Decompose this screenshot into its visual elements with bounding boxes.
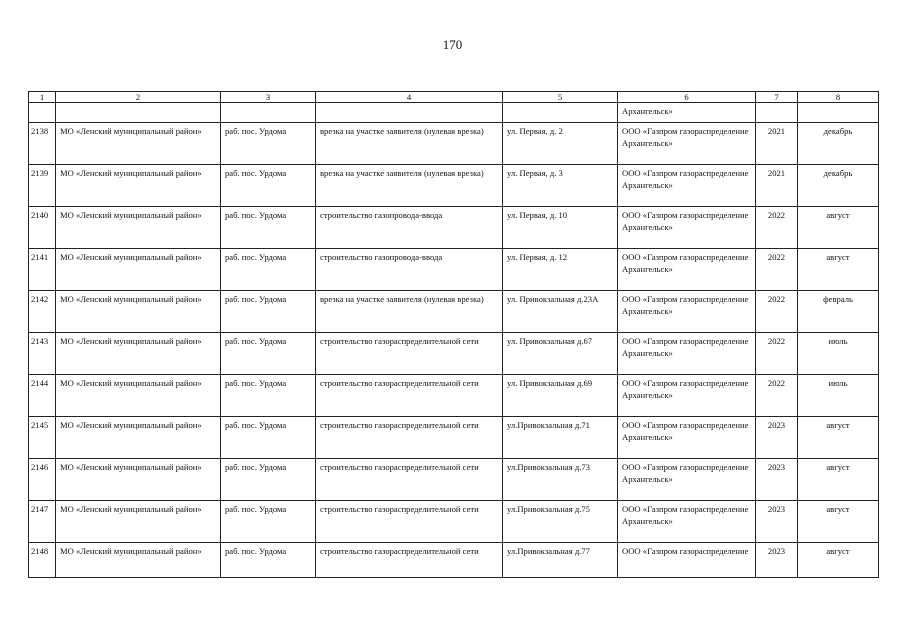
cell-num: 2145: [29, 417, 56, 459]
cell-year: 2022: [756, 333, 798, 375]
cell-month: август: [798, 459, 879, 501]
cell-work: строительство газопровода-ввода: [316, 249, 503, 291]
cell-municipality: МО «Ленский муниципальный район»: [56, 333, 221, 375]
cell-municipality: [56, 103, 221, 123]
cell-municipality: МО «Ленский муниципальный район»: [56, 501, 221, 543]
cell-settlement: раб. пос. Урдома: [221, 333, 316, 375]
cell-work: строительство газораспределительной сети: [316, 501, 503, 543]
cell-organization: ООО «Газпром газораспределение Архангельск»: [618, 207, 756, 249]
cell-municipality: МО «Ленский муниципальный район»: [56, 165, 221, 207]
cell-settlement: раб. пос. Урдома: [221, 207, 316, 249]
cell-month: декабрь: [798, 123, 879, 165]
cell-month: август: [798, 501, 879, 543]
cell-organization: ООО «Газпром газораспределение: [618, 543, 756, 578]
table-row: [29, 207, 879, 249]
cell-municipality: МО «Ленский муниципальный район»: [56, 417, 221, 459]
cell-municipality: МО «Ленский муниципальный район»: [56, 543, 221, 578]
cell-organization: ООО «Газпром газораспределение Архангельск»: [618, 333, 756, 375]
cell-num: 2138: [29, 123, 56, 165]
cell-address: ул. Привокзальная д.69: [503, 375, 618, 417]
cell-organization: ООО «Газпром газораспределение Архангельск»: [618, 123, 756, 165]
cell-month: июль: [798, 333, 879, 375]
cell-num: 2139: [29, 165, 56, 207]
cell-work: строительство газораспределительной сети: [316, 459, 503, 501]
cell-num: 2142: [29, 291, 56, 333]
table-row: [29, 165, 879, 207]
cell-work: врезка на участке заявителя (нулевая врезка): [316, 165, 503, 207]
cell-municipality: МО «Ленский муниципальный район»: [56, 249, 221, 291]
cell-work: [316, 103, 503, 123]
table-row: [29, 375, 879, 417]
cell-num: 2140: [29, 207, 56, 249]
cell-settlement: раб. пос. Урдома: [221, 291, 316, 333]
cell-year: 2023: [756, 543, 798, 578]
cell-year: 2022: [756, 207, 798, 249]
column-header: 4: [316, 92, 503, 103]
cell-address: ул.Привокзальная д.77: [503, 543, 618, 578]
cell-settlement: раб. пос. Урдома: [221, 501, 316, 543]
cell-num: 2148: [29, 543, 56, 578]
column-header: 6: [618, 92, 756, 103]
table-row: [29, 417, 879, 459]
column-header: 3: [221, 92, 316, 103]
cell-year: 2022: [756, 375, 798, 417]
cell-year: 2023: [756, 417, 798, 459]
cell-organization: ООО «Газпром газораспределение Архангельск»: [618, 165, 756, 207]
cell-year: 2023: [756, 459, 798, 501]
cell-work: строительство газораспределительной сети: [316, 417, 503, 459]
cell-address: ул.Привокзальная д.73: [503, 459, 618, 501]
cell-settlement: раб. пос. Урдома: [221, 123, 316, 165]
cell-organization: ООО «Газпром газораспределение Архангельск»: [618, 375, 756, 417]
cell-work: строительство газораспределительной сети: [316, 333, 503, 375]
cell-num: 2143: [29, 333, 56, 375]
table-row: [29, 459, 879, 501]
column-header: 2: [56, 92, 221, 103]
cell-settlement: раб. пос. Урдома: [221, 417, 316, 459]
cell-work: строительство газораспределительной сети: [316, 375, 503, 417]
column-header: 5: [503, 92, 618, 103]
cell-year: 2022: [756, 291, 798, 333]
cell-organization: ООО «Газпром газораспределение Архангельск»: [618, 249, 756, 291]
table-row: [29, 291, 879, 333]
cell-organization: ООО «Газпром газораспределение Архангельск»: [618, 417, 756, 459]
cell-municipality: МО «Ленский муниципальный район»: [56, 291, 221, 333]
cell-month: декабрь: [798, 165, 879, 207]
cell-settlement: раб. пос. Урдома: [221, 375, 316, 417]
cell-month: февраль: [798, 291, 879, 333]
cell-work: строительство газопровода-ввода: [316, 207, 503, 249]
cell-address: ул. Первая, д. 10: [503, 207, 618, 249]
cell-work: строительство газораспределительной сети: [316, 543, 503, 578]
cell-month: июль: [798, 375, 879, 417]
cell-address: ул.Привокзальная д.75: [503, 501, 618, 543]
page-number: 170: [442, 37, 463, 52]
cell-year: [756, 103, 798, 123]
cell-organization: ООО «Газпром газораспределение Архангельск»: [618, 459, 756, 501]
cell-month: август: [798, 207, 879, 249]
cell-num: 2146: [29, 459, 56, 501]
continuation-row: [29, 103, 879, 123]
cell-month: [798, 103, 879, 123]
column-header: 7: [756, 92, 798, 103]
cell-num: 2147: [29, 501, 56, 543]
cell-municipality: МО «Ленский муниципальный район»: [56, 459, 221, 501]
cell-municipality: МО «Ленский муниципальный район»: [56, 123, 221, 165]
cell-year: 2023: [756, 501, 798, 543]
cell-num: 2144: [29, 375, 56, 417]
cell-settlement: раб. пос. Урдома: [221, 543, 316, 578]
cell-num: 2141: [29, 249, 56, 291]
cell-year: 2021: [756, 123, 798, 165]
cell-address: ул. Привокзальная д.23А: [503, 291, 618, 333]
cell-month: август: [798, 249, 879, 291]
cell-municipality: МО «Ленский муниципальный район»: [56, 207, 221, 249]
cell-year: 2021: [756, 165, 798, 207]
column-number-row: [29, 92, 879, 103]
table-row: [29, 333, 879, 375]
cell-organization: ООО «Газпром газораспределение Архангельск»: [618, 501, 756, 543]
cell-settlement: раб. пос. Урдома: [221, 459, 316, 501]
cell-address: ул. Первая, д. 2: [503, 123, 618, 165]
cell-month: август: [798, 543, 879, 578]
cell-organization: ООО «Газпром газораспределение Архангельск»: [618, 291, 756, 333]
cell-num: [29, 103, 56, 123]
cell-settlement: раб. пос. Урдома: [221, 165, 316, 207]
cell-year: 2022: [756, 249, 798, 291]
cell-address: [503, 103, 618, 123]
column-header: 8: [798, 92, 879, 103]
table-row: [29, 123, 879, 165]
cell-address: ул.Привокзальная д.71: [503, 417, 618, 459]
cell-month: август: [798, 417, 879, 459]
table-row: [29, 543, 879, 578]
cell-organization: Архангельск»: [618, 103, 756, 123]
gasification-table: [28, 91, 879, 578]
cell-settlement: раб. пос. Урдома: [221, 249, 316, 291]
cell-work: врезка на участке заявителя (нулевая врезка): [316, 123, 503, 165]
cell-settlement: [221, 103, 316, 123]
cell-municipality: МО «Ленский муниципальный район»: [56, 375, 221, 417]
cell-address: ул. Первая, д. 3: [503, 165, 618, 207]
cell-address: ул. Первая, д. 12: [503, 249, 618, 291]
cell-address: ул. Привокзальная д.67: [503, 333, 618, 375]
cell-work: врезка на участке заявителя (нулевая врезка): [316, 291, 503, 333]
column-header: 1: [29, 92, 56, 103]
table-row: [29, 501, 879, 543]
table-row: [29, 249, 879, 291]
